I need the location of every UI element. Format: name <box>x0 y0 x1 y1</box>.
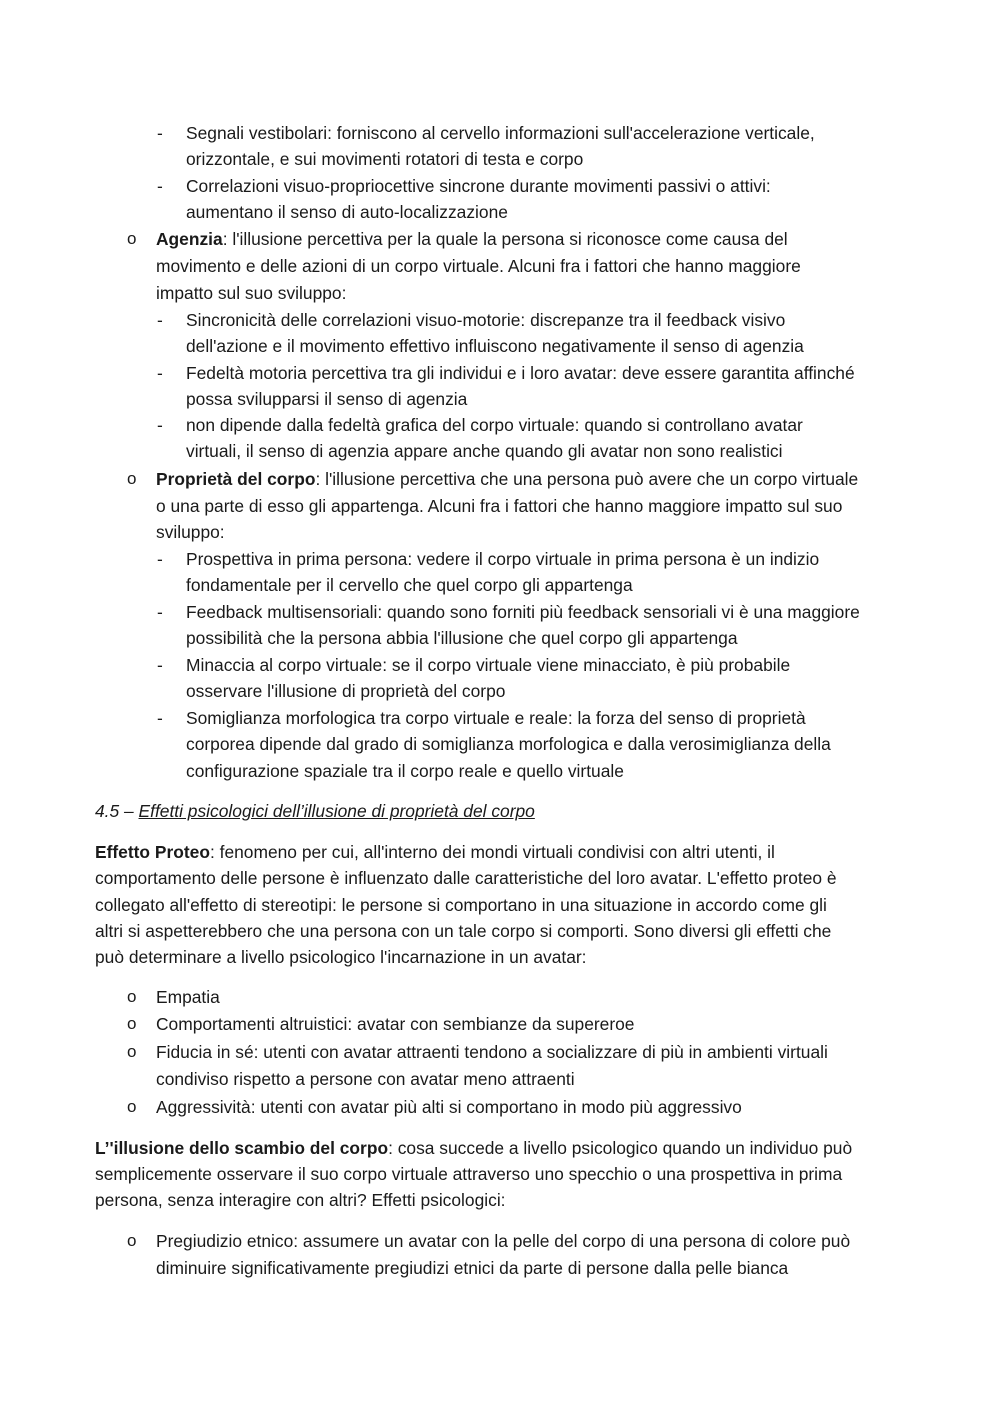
paragraph-line: movimento e delle azioni di un corpo virtuale. Alcuni fra i fattori che hanno maggiore <box>156 256 801 276</box>
list-item-text: Aggressività: utenti con avatar più alti si comportano in modo più aggressivo <box>156 1097 742 1117</box>
dash-bullet: - <box>157 415 163 435</box>
list-item-text: possibilità che la persona abbia l'illusione che quel corpo gli appartenga <box>186 628 738 648</box>
circle-bullet: o <box>127 229 137 248</box>
list-item-text: Minaccia al corpo virtuale: se il corpo virtuale viene minacciato, è più probabile <box>186 655 791 675</box>
circle-bullet: o <box>127 1097 137 1116</box>
section-number: 4.5 – <box>95 801 139 821</box>
paragraph-line: collegato all'effetto di stereotipi: le persone si comportano in una situazione in accordo come gli <box>95 895 827 915</box>
term-proprieta: Proprietà del corpo <box>156 469 316 489</box>
list-item-text: corporea dipende dal grado di somiglianza morfologica e dalla verosimiglianza della <box>186 734 831 754</box>
paragraph-line: altri si aspetterebbero che una persona con un tale corpo si comporti. Sono diversi gli effetti che <box>95 921 832 941</box>
dash-bullet: - <box>157 602 163 622</box>
list-item-text: Segnali vestibolari: forniscono al cervello informazioni sull'accelerazione verticale, <box>186 123 815 143</box>
section-title: Effetti psicologici dell’illusione di proprietà del corpo <box>138 801 535 821</box>
list-item-text: configurazione spaziale tra il corpo reale e quello virtuale <box>186 761 624 781</box>
list-item-text: Empatia <box>156 987 220 1007</box>
proprieta-paragraph: Proprietà del corpo: l'illusione percettiva che una persona può avere che un corpo virtuale <box>156 469 859 489</box>
dash-bullet: - <box>157 363 163 383</box>
circle-bullet: o <box>127 1014 137 1033</box>
list-item-text: Feedback multisensoriali: quando sono forniti più feedback sensoriali vi è una maggiore <box>186 602 860 622</box>
paragraph-line: o una parte di esso gli appartenga. Alcuni fra i fattori che hanno maggiore impatto sul suo <box>156 496 843 516</box>
paragraph-line: semplicemente osservare il suo corpo virtuale attraverso uno specchio o una prospettiva in prima <box>95 1164 843 1184</box>
paragraph-line: persona, senza interagire con altri? Effetti psicologici: <box>95 1190 506 1210</box>
term-scambio: L’'illusione dello scambio del corpo <box>95 1138 389 1158</box>
dash-bullet: - <box>157 655 163 675</box>
list-item-text: condiviso rispetto a persone con avatar meno attraenti <box>156 1069 575 1089</box>
list-item-text: Prospettiva in prima persona: vedere il corpo virtuale in prima persona è un indizio <box>186 549 820 569</box>
list-item-text: Somiglianza morfologica tra corpo virtuale e reale: la forza del senso di proprietà <box>186 708 806 728</box>
list-item-text: orizzontale, e sui movimenti rotatori di testa e corpo <box>186 149 584 169</box>
scambio-paragraph: L’'illusione dello scambio del corpo: cosa succede a livello psicologico quando un individuo può <box>95 1138 853 1158</box>
circle-bullet: o <box>127 469 137 488</box>
paragraph-line: comportamento delle persone è influenzato dalle caratteristiche del loro avatar. L'effetto proteo è <box>95 868 837 888</box>
list-item-text: possa svilupparsi il senso di agenzia <box>186 389 468 409</box>
circle-bullet: o <box>127 1042 137 1061</box>
dash-bullet: - <box>157 549 163 569</box>
list-item-text: virtuali, il senso di agenzia appare anche quando gli avatar non sono realistici <box>186 441 783 461</box>
dash-bullet: - <box>157 310 163 330</box>
list-item-text: Correlazioni visuo-propriocettive sincrone durante movimenti passivi o attivi: <box>186 176 771 196</box>
list-item-text: Comportamenti altruistici: avatar con sembianze da supereroe <box>156 1014 635 1034</box>
paragraph-line: impatto sul suo sviluppo: <box>156 283 347 303</box>
list-item-text: aumentano il senso di auto-localizzazione <box>186 202 508 222</box>
list-item-text: Sincronicità delle correlazioni visuo-motorie: discrepanze tra il feedback visivo <box>186 310 786 330</box>
circle-bullet: o <box>127 987 137 1006</box>
term-agenzia: Agenzia <box>156 229 223 249</box>
list-item-text: osservare l'illusione di proprietà del corpo <box>186 681 506 701</box>
list-item-text: Pregiudizio etnico: assumere un avatar con la pelle del corpo di una persona di colore può <box>156 1231 851 1251</box>
proteo-paragraph: Effetto Proteo: fenomeno per cui, all'interno dei mondi virtuali condivisi con altri utenti, il <box>95 842 775 862</box>
list-item-text: dell'azione e il movimento effettivo influiscono negativamente il senso di agenzia <box>186 336 804 356</box>
section-heading <box>95 798 535 824</box>
list-item-text: Fiducia in sé: utenti con avatar attraenti tendono a socializzare di più in ambienti virtuali <box>156 1042 828 1062</box>
dash-bullet: - <box>157 708 163 728</box>
list-item-text: diminuire significativamente pregiudizi etnici da parte di persone dalla pelle bianca <box>156 1258 789 1278</box>
list-item-text: non dipende dalla fedeltà grafica del corpo virtuale: quando si controllano avatar <box>186 415 803 435</box>
paragraph-line: sviluppo: <box>156 522 225 542</box>
dash-bullet: - <box>157 176 163 196</box>
term-proteo: Effetto Proteo <box>95 842 210 862</box>
circle-bullet: o <box>127 1231 137 1250</box>
list-item-text: Fedeltà motoria percettiva tra gli individui e i loro avatar: deve essere garantita affinché <box>186 363 855 383</box>
paragraph-line: può determinare a livello psicologico l'incarnazione in un avatar: <box>95 947 587 967</box>
list-item-text: fondamentale per il cervello che quel corpo gli appartenga <box>186 575 633 595</box>
agenzia-paragraph: Agenzia: l'illusione percettiva per la quale la persona si riconosce come causa del <box>156 229 788 249</box>
dash-bullet: - <box>157 123 163 143</box>
